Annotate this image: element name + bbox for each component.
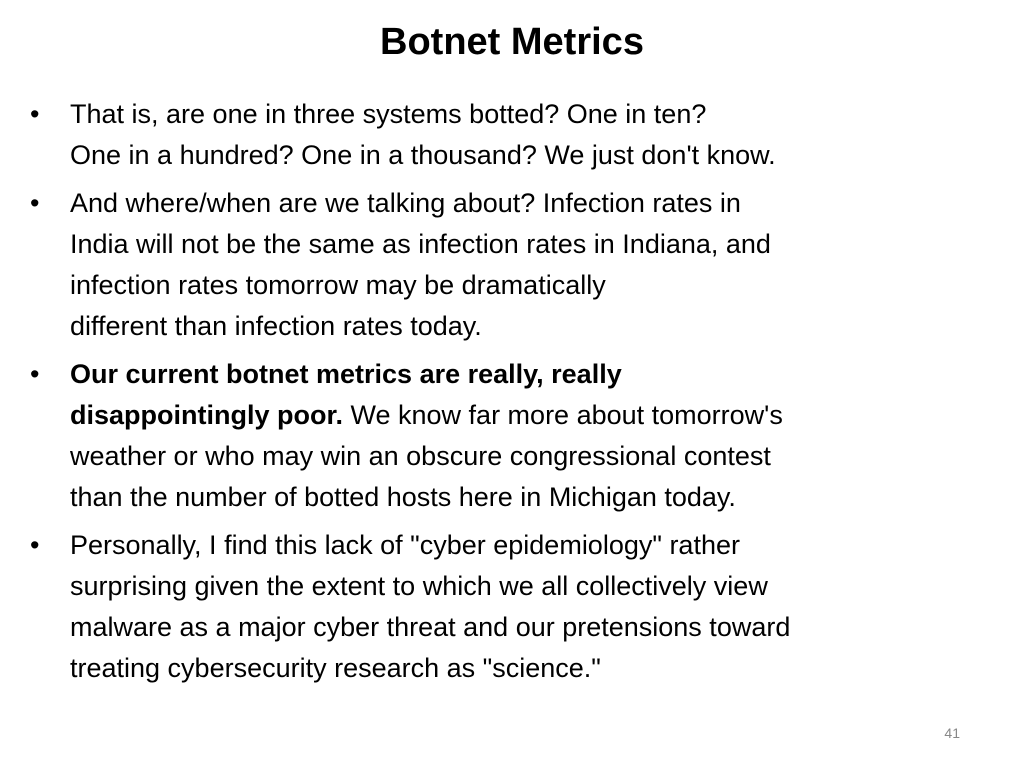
bullet-2-line-2: India will not be the same as infection rates in Indiana, and <box>70 229 771 259</box>
bullet-2-line-1: And where/when are we talking about? Infection rates in <box>70 188 741 218</box>
bullet-list <box>0 94 1024 696</box>
bullet-1-line-2: One in a hundred? One in a thousand? We just don't know. <box>70 140 776 170</box>
bullet-2-line-3: infection rates tomorrow may be dramatically <box>70 270 606 300</box>
bullet-item-2 <box>0 183 1024 347</box>
bullet-3-line-3: weather or who may win an obscure congressional contest <box>70 441 771 471</box>
bullet-4-line-2: surprising given the extent to which we all collectively view <box>70 571 768 601</box>
bullet-icon: • <box>30 99 40 129</box>
bullet-icon: • <box>30 530 40 560</box>
page-number: 41 <box>944 725 960 741</box>
bullet-4-line-3: malware as a major cyber threat and our pretensions toward <box>70 612 791 642</box>
bullet-3-line-2 <box>70 395 986 436</box>
bullet-4-line-1: Personally, I find this lack of "cyber epidemiology" rather <box>70 530 740 560</box>
bullet-item-4 <box>0 525 1024 689</box>
bullet-3-line-2-rest: We know far more about tomorrow's <box>343 400 783 430</box>
bullet-item-1 <box>0 94 1024 176</box>
bullet-3-bold-line-2: disappointingly poor. <box>70 400 343 430</box>
bullet-3-bold-line-1: Our current botnet metrics are really, really <box>70 359 622 389</box>
slide-title: Botnet Metrics <box>380 21 644 63</box>
bullet-4-line-4: treating cybersecurity research as "science." <box>70 653 601 683</box>
bullet-icon: • <box>30 188 40 218</box>
bullet-1-line-1: That is, are one in three systems botted? One in ten? <box>70 99 707 129</box>
bullet-3-line-4: than the number of botted hosts here in Michigan today. <box>70 482 736 512</box>
bullet-2-line-4: different than infection rates today. <box>70 311 482 341</box>
bullet-icon: • <box>30 359 40 389</box>
bullet-item-3 <box>0 354 1024 518</box>
